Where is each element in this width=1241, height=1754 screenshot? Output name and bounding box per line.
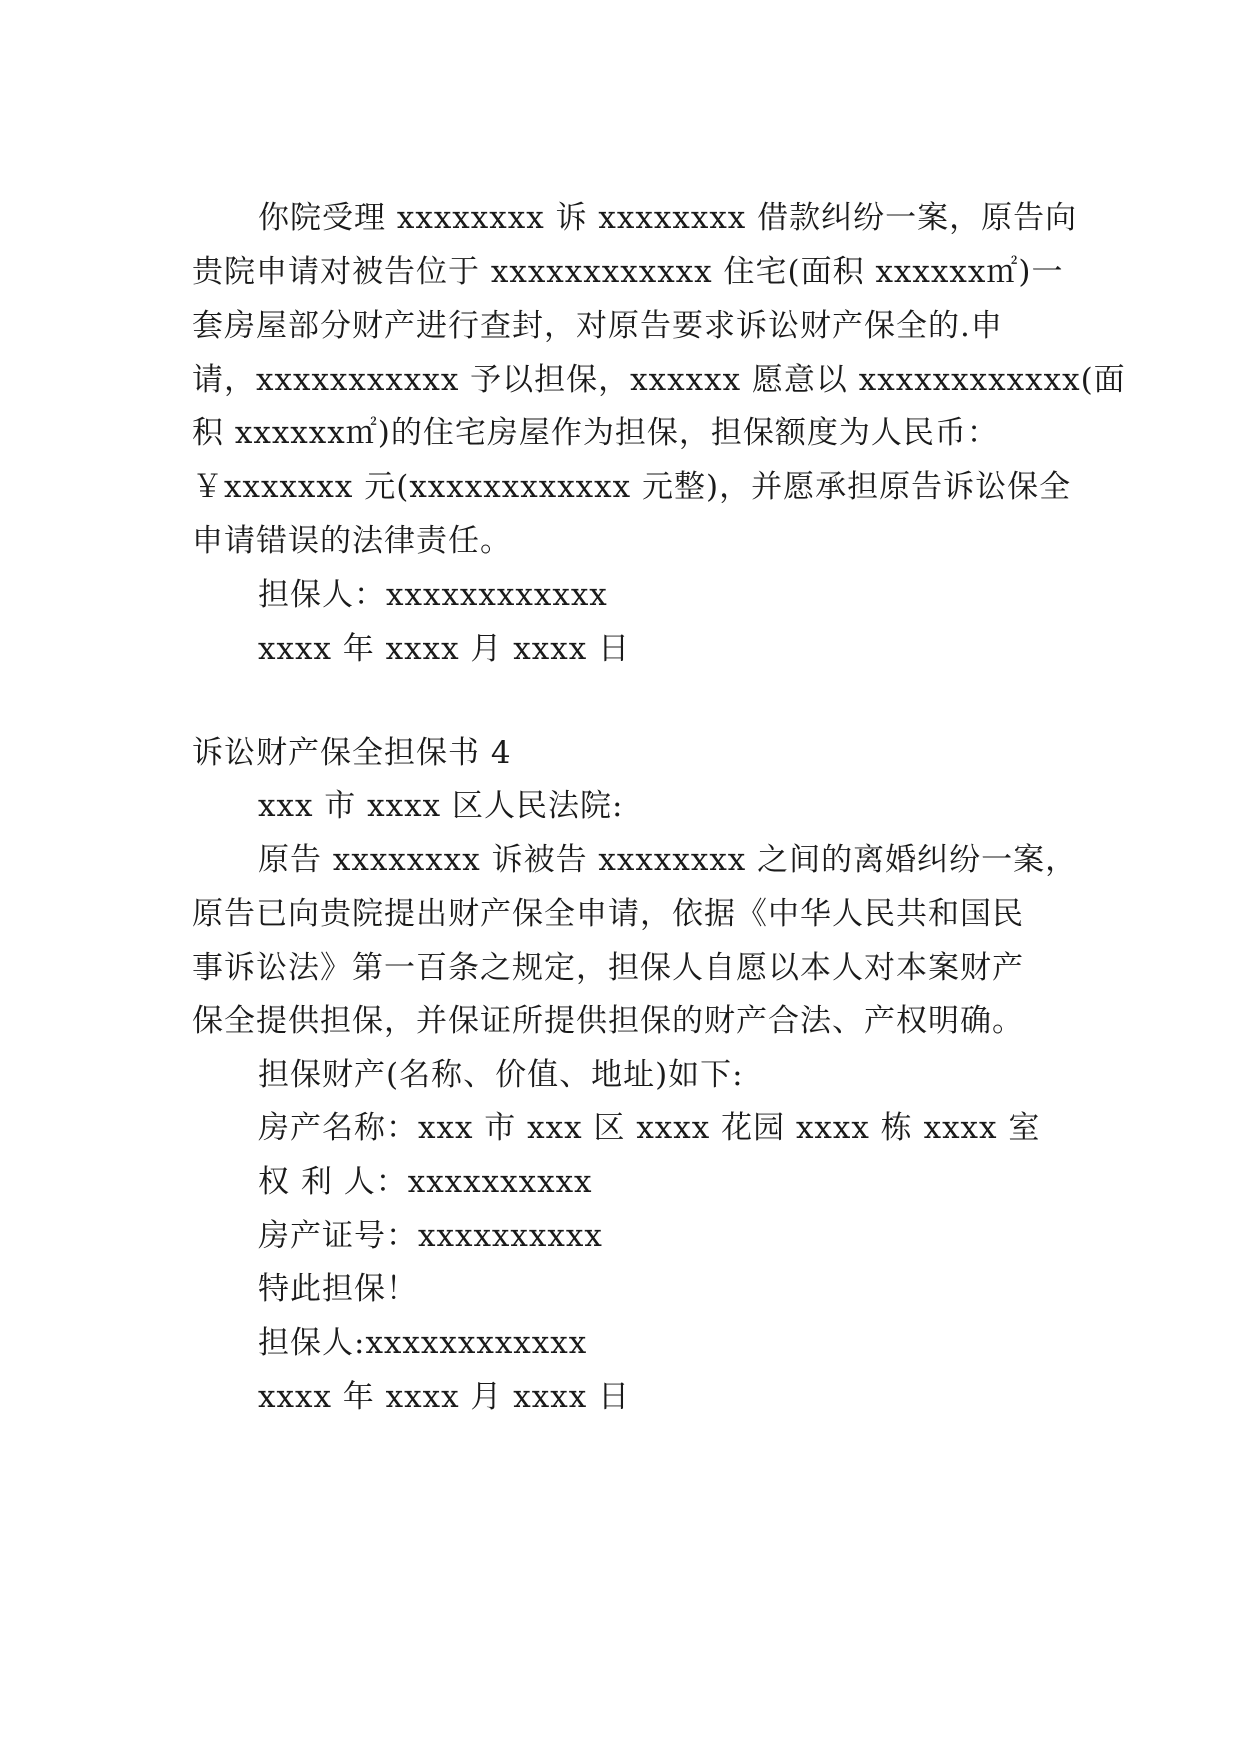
s4-property-intro: 担保财产(名称、价值、地址)如下: xyxy=(258,1057,744,1093)
s3-paragraph-line-2: 贵院申请对被告位于 xxxxxxxxxxxx 住宅(面积 xxxxxx㎡)一 xyxy=(192,254,1064,290)
s4-paragraph-line-2: 原告已向贵院提出财产保全申请，依据《中华人民共和国民 xyxy=(192,896,1024,932)
s3-paragraph-line-1: 你院受理 xxxxxxxx 诉 xxxxxxxx 借款纠纷一案，原告向 xyxy=(258,200,1078,236)
s3-paragraph-line-5: 积 xxxxxx㎡)的住宅房屋作为担保，担保额度为人民币： xyxy=(192,415,999,451)
s3-paragraph-line-6: ￥xxxxxxx 元(xxxxxxxxxxxx 元整)，并愿承担原告诉讼保全 xyxy=(192,469,1072,505)
s4-closing: 特此担保！ xyxy=(258,1271,418,1307)
s4-title: 诉讼财产保全担保书 4 xyxy=(192,735,512,771)
s4-guarantor: 担保人:xxxxxxxxxxxx xyxy=(258,1325,588,1361)
s4-addressee: xxx 市 xxxx 区人民法院: xyxy=(258,788,624,824)
s3-guarantor: 担保人：xxxxxxxxxxxx xyxy=(258,577,608,613)
s3-paragraph-line-4: 请，xxxxxxxxxxx 予以担保，xxxxxx 愿意以 xxxxxxxxxxxx(面 xyxy=(192,362,1126,398)
s4-paragraph-line-1: 原告 xxxxxxxx 诉被告 xxxxxxxx 之间的离婚纠纷一案， xyxy=(258,842,1078,878)
s3-date: xxxx 年 xxxx 月 xxxx 日 xyxy=(258,631,631,667)
s4-property-name: 房产名称：xxx 市 xxx 区 xxxx 花园 xxxx 栋 xxxx 室 xyxy=(258,1110,1041,1146)
s4-date: xxxx 年 xxxx 月 xxxx 日 xyxy=(258,1379,631,1415)
s4-paragraph-line-4: 保全提供担保，并保证所提供担保的财产合法、产权明确。 xyxy=(192,1003,1024,1039)
s3-paragraph-line-3: 套房屋部分财产进行查封，对原告要求诉讼财产保全的.申 xyxy=(192,308,1003,344)
s3-paragraph-line-7: 申请错误的法律责任。 xyxy=(192,523,512,559)
s4-certificate-no: 房产证号：xxxxxxxxxx xyxy=(258,1218,603,1254)
s4-right-holder: 权 利 人：xxxxxxxxxx xyxy=(258,1164,593,1200)
s4-paragraph-line-3: 事诉讼法》第一百条之规定，担保人自愿以本人对本案财产 xyxy=(192,950,1024,986)
